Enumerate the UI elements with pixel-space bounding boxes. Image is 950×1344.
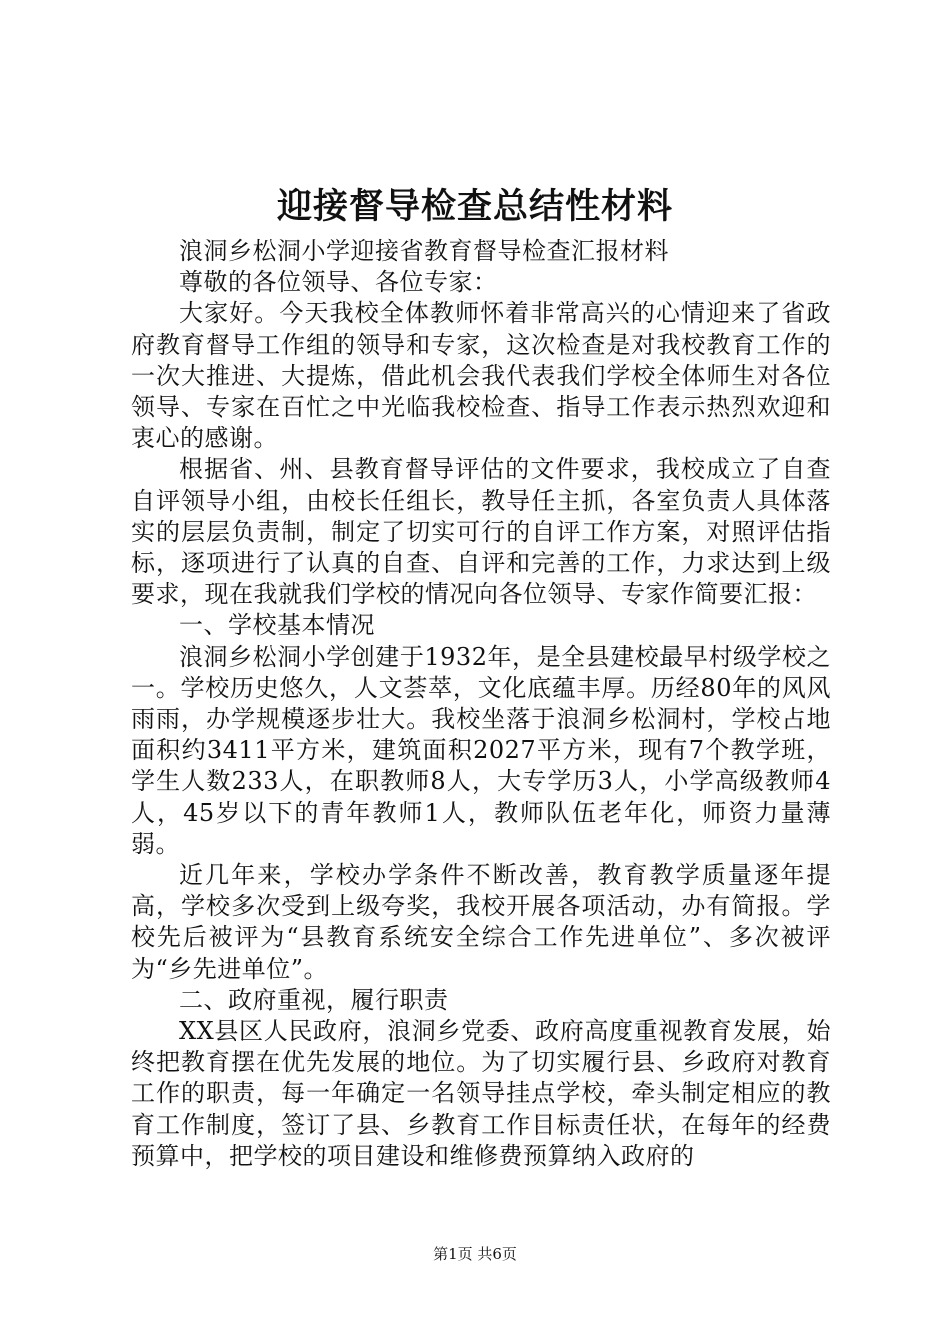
document-title: 迎接督导检查总结性材料: [276, 186, 673, 227]
section-heading-basic-info: 一、学校基本情况: [179, 611, 375, 640]
paragraph-greeting: 大家好。今天我校全体教师怀着非常高兴的心情迎来了省政府教育督导工作组的领导和专家，这次检查是对我校教育工作的一次大推进、大提炼，借此机会我代表我们学校全体师生对各位领导、专家在百忙之中光临我校检查、指导工作表示热烈欢迎和衷心的感谢。: [131, 299, 831, 453]
paragraph-recent-achievements: 近几年来，学校办学条件不断改善，教育教学质量逐年提高，学校多次受到上级夸奖，我校开展各项活动，办有简报。学校先后被评为“县教育系统安全综合工作先进单位”、多次被评为“乡先进单位”。: [131, 861, 831, 983]
paragraph-government-support: XX县区人民政府，浪洞乡党委、政府高度重视教育发展，始终把教育摆在优先发展的地位。为了切实履行县、乡政府对教育工作的职责，每一年确定一名领导挂点学校，牵头制定相应的教育工作制度，签订了县、乡教育工作目标责任状，在每年的经费预算中，把学校的项目建设和维修费预算纳入政府的: [131, 1017, 831, 1170]
paragraph-salutation: 尊敬的各位领导、各位专家：: [179, 268, 498, 297]
paragraph-self-evaluation: 根据省、州、县教育督导评估的文件要求，我校成立了自查自评领导小组，由校长任组长，教导任主抓，各室负责人具体落实的层层负责制，制定了切实可行的自评工作方案，对照评估指标，逐项进行了认真的自查、自评和完善的工作，力求达到上级要求，现在我就我们学校的情况向各位领导、专家作简要汇报：: [131, 455, 831, 609]
document-body: [131, 236, 831, 1172]
paragraph-heading-line: 浪洞乡松洞小学迎接省教育督导检查汇报材料: [179, 237, 669, 265]
page-number-footer: 第1页 共6页: [433, 1245, 517, 1263]
section-heading-government: 二、政府重视，履行职责: [179, 985, 449, 1014]
paragraph-school-history: 浪洞乡松洞小学创建于1932年，是全县建校最早村级学校之一。学校历史悠久，人文荟萃，文化底蕴丰厚。历经80年的风风雨雨，办学规模逐步壮大。我校坐落于浪洞乡松洞村，学校占地面积约3411平方米，建筑面积2027平方米，现有7个教学班，学生人数233人，在职教师8人，大专学历3人，小学高级教师4人，45岁以下的青年教师1人，教师队伍老年化，师资力量薄弱。: [131, 642, 831, 858]
